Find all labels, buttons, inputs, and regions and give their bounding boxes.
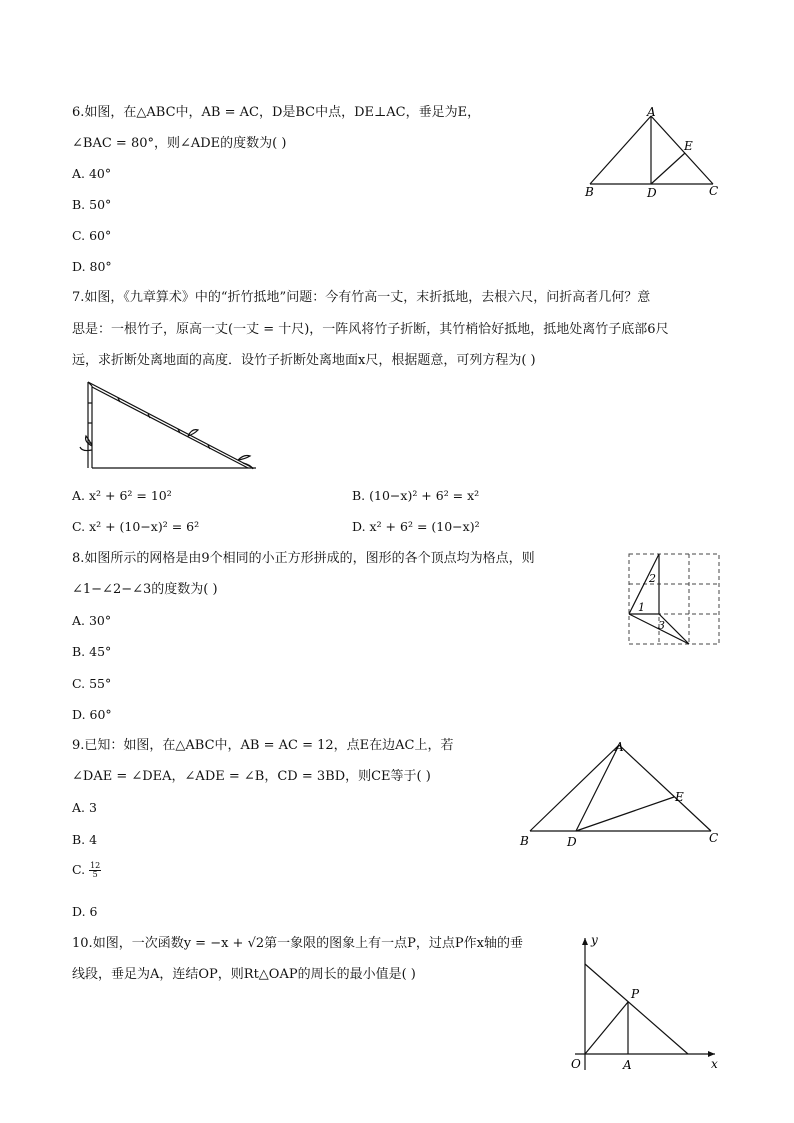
q8-line-1: 8.如图所示的网格是由9个相同的小正方形拼成的，图形的各个顶点均为格点，则 (72, 551, 535, 566)
q7-option-a: A. x² + 6² = 10² (72, 488, 172, 503)
q6-label-b: B (585, 185, 594, 199)
q6-line-2: ∠BAC = 80°，则∠ADE的度数为( ) (72, 136, 287, 151)
q10-label-y: y (591, 933, 598, 947)
q6-label-c: C (709, 184, 719, 198)
q9-triangle-figure (512, 735, 727, 850)
q7-line-3: 远，求折断处离地面的高度．设竹子折断处离地面x尺，根据题意，可列方程为( ) (72, 353, 536, 368)
q10-y-arrow (582, 938, 588, 945)
q9-label-d: D (567, 835, 577, 849)
q10-label-o: O (571, 1057, 581, 1071)
q6-label-a: A (647, 105, 656, 119)
q8-angle-1-label: 1 (638, 601, 645, 614)
q6-line-1: 6.如图，在△ABC中，AB = AC，D是BC中点，DE⊥AC，垂足为E， (72, 105, 481, 120)
q6-option-d: D. 80° (72, 259, 112, 274)
q8-grid-figure (625, 550, 725, 650)
q7-bamboo-figure (78, 378, 263, 473)
q10-line-1: 10.如图，一次函数y = −x + √2第一象限的图象上有一点P，过点P作x轴的垂 (72, 936, 523, 951)
q8-option-a: A. 30° (72, 613, 112, 628)
q8-option-b: B. 45° (72, 644, 112, 659)
q6-option-a: A. 40° (72, 166, 112, 181)
q6-seg-ac (651, 116, 713, 184)
q7-option-b: B. (10−x)² + 6² = x² (352, 488, 480, 503)
q10-label-a: A (623, 1058, 632, 1072)
q9-option-c-fraction: $\frac{12}{5}$ (90, 861, 101, 879)
q9-label-e: E (675, 790, 684, 804)
q9-option-d: D. 6 (72, 904, 98, 919)
q7-line-1: 7.如图，《九章算术》中的“折竹抵地”问题：今有竹高一丈，末折抵地，去根六尺，问折高者几何？意 (72, 290, 651, 305)
q10-line-2: 线段，垂足为A，连结OP，则Rt△OAP的周长的最小值是( ) (72, 967, 416, 982)
q7-option-c: C. x² + (10−x)² = 6² (72, 519, 200, 534)
q8-option-c: C. 55° (72, 676, 112, 691)
q10-function-line (585, 964, 688, 1054)
q6-triangle-figure (580, 105, 730, 200)
q9-option-a: A. 3 (72, 800, 97, 815)
q9-line-2: ∠DAE = ∠DEA，∠ADE = ∠B，CD = 3BD，则CE等于( ) (72, 769, 431, 784)
q8-line-2: ∠1−∠2−∠3的度数为( ) (72, 582, 218, 597)
q6-option-c: C. 60° (72, 228, 112, 243)
q9-label-b: B (520, 834, 529, 848)
q6-seg-ab (590, 116, 651, 184)
q8-angle-3-label: 3 (658, 619, 665, 632)
q8-angle-2-label: 2 (649, 572, 656, 585)
q10-label-x: x (711, 1057, 718, 1071)
q10-label-p: P (631, 987, 640, 1001)
q9-option-b: B. 4 (72, 832, 98, 847)
q7-line-2: 思是：一根竹子，原高一丈(一丈 = 十尺)，一阵风将竹子折断，其竹梢恰好抵地，抵地处离竹子底部6尺 (72, 322, 669, 337)
q8-option-d: D. 60° (72, 707, 112, 722)
q9-label-a: A (615, 740, 624, 754)
q10-coordinate-figure (565, 930, 725, 1075)
q9-line-1: 9.已知：如图，在△ABC中，AB = AC = 12，点E在边AC上，若 (72, 738, 454, 753)
q6-seg-de (651, 153, 685, 184)
q6-label-d: D (647, 186, 657, 200)
q6-label-e: E (684, 139, 693, 153)
q9-option-c: C. $\frac{12}{5}$ (72, 861, 101, 879)
q9-label-c: C (709, 831, 719, 845)
q7-option-d: D. x² + 6² = (10−x)² (352, 519, 480, 534)
q6-option-b: B. 50° (72, 197, 112, 212)
